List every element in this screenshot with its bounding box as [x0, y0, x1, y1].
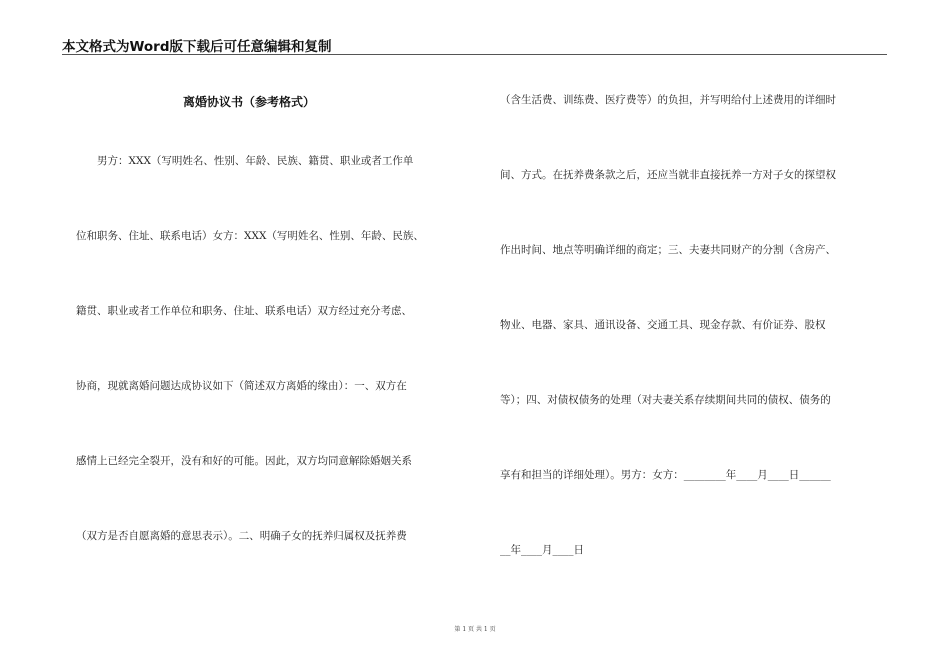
document-title: 离婚协议书（参考格式）	[183, 95, 316, 109]
right-line-2: 间、方式。在抚养费条款之后，还应当就非直接抚养一方对子女的探望权	[500, 169, 836, 181]
header-banner: 本文格式为Word版下载后可任意编辑和复制	[62, 39, 332, 55]
page-footer: 第 1 页 共 1 页	[454, 626, 496, 633]
right-line-7: __年____月____日	[500, 544, 584, 556]
right-line-3: 作出时间、地点等明确详细的商定；三、夫妻共同财产的分割（含房产、	[500, 244, 836, 256]
right-line-6: 享有和担当的详细处理）。男方：女方：________年____月____日______	[500, 469, 831, 481]
left-line-6: （双方是否自愿离婚的意思表示）。二、明确子女的抚养归属权及抚养费	[76, 530, 407, 542]
right-line-5: 等）；四、对债权债务的处理（对夫妻关系存续期间共同的债权、债务的	[500, 394, 831, 406]
left-line-1: 男方：XXX（写明姓名、性别、年龄、民族、籍贯、职业或者工作单	[76, 155, 414, 167]
left-line-2: 位和职务、住址、联系电话）女方：XXX（写明姓名、性别、年龄、民族、	[76, 230, 424, 242]
left-line-4: 协商，现就离婚问题达成协议如下（简述双方离婚的缘由）：一、双方在	[76, 380, 407, 392]
right-line-1: （含生活费、训练费、医疗费等）的负担，并写明给付上述费用的详细时	[500, 94, 836, 106]
right-line-4: 物业、电器、家具、通讯设备、交通工具、现金存款、有价证券、股权	[500, 319, 826, 331]
page-header	[62, 34, 887, 55]
left-line-5: 感情上已经完全裂开，没有和好的可能。因此，双方均同意解除婚姻关系	[76, 455, 412, 467]
left-line-3: 籍贯、职业或者工作单位和职务、住址、联系电话）双方经过充分考虑、	[76, 305, 412, 317]
